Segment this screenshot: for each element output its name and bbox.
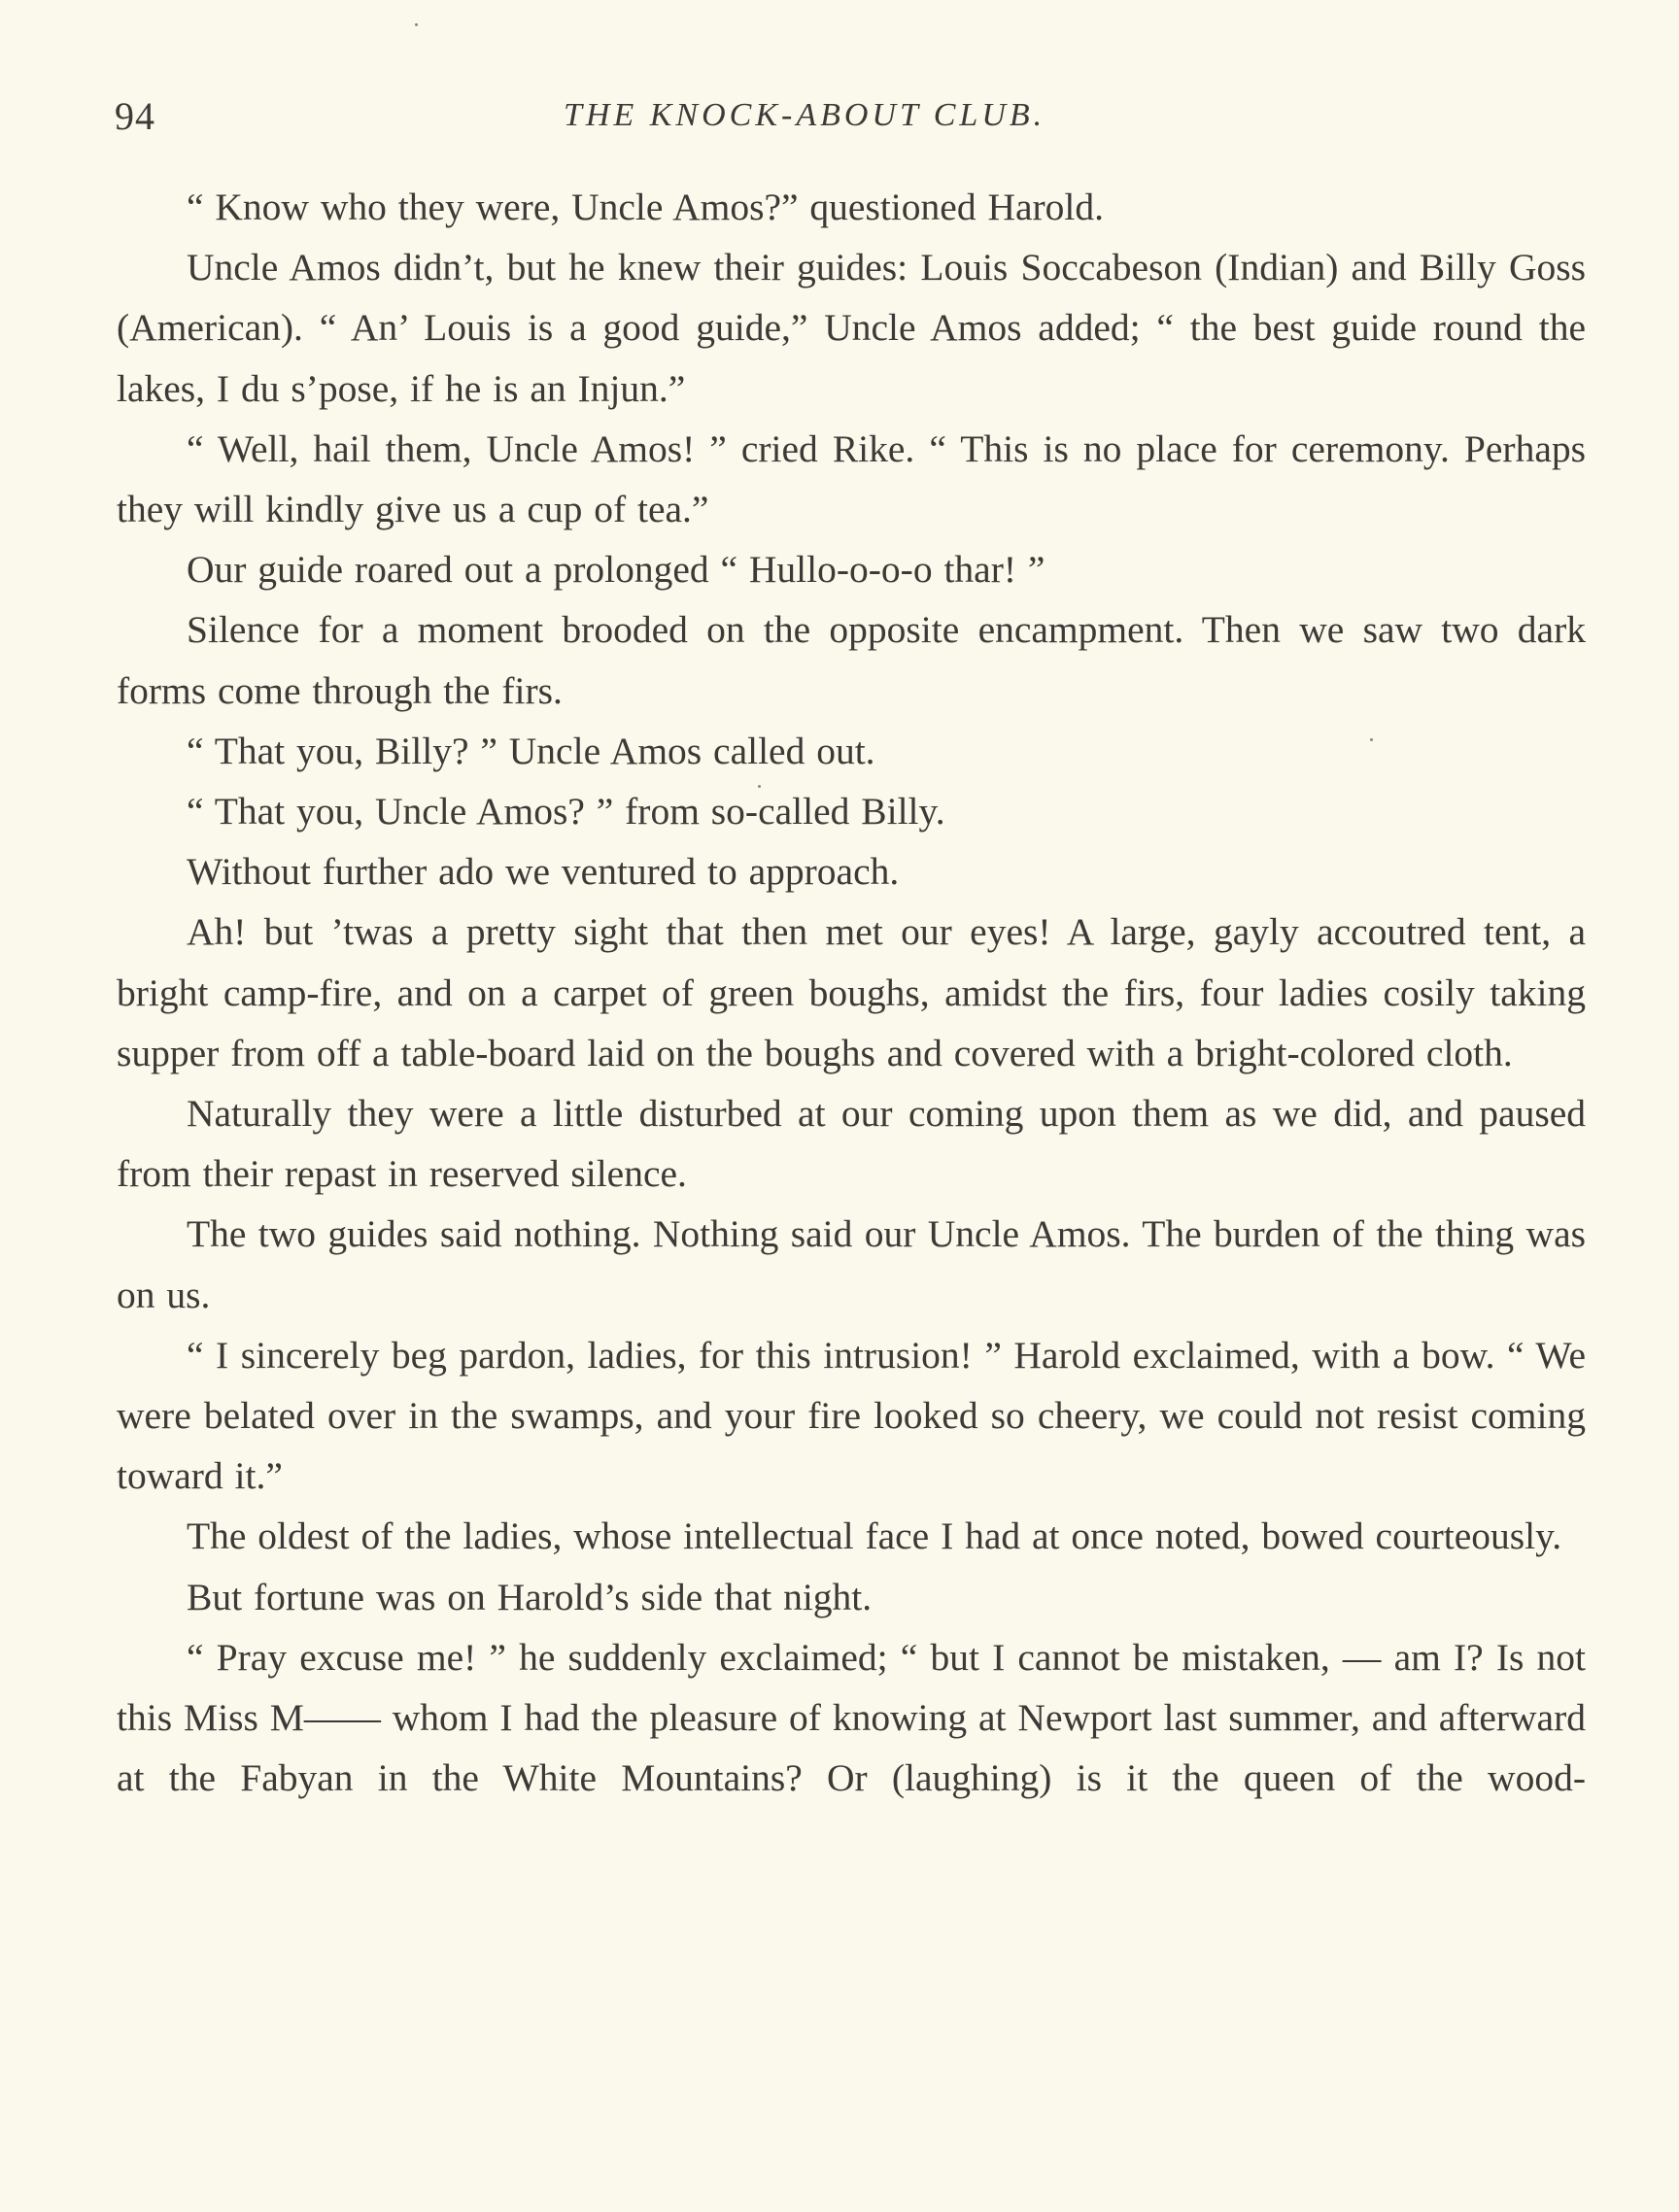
page-header — [115, 93, 1592, 152]
paragraph: “ Know who they were, Uncle Amos?” questioned Harold. — [187, 186, 1104, 228]
paragraph: “ Well, hail them, Uncle Amos! ” cried Rike. “ This is no place for ceremony. Perhaps they will kindly give us a cup of tea.” — [117, 426, 1586, 531]
paragraph: “ That you, Billy? ” Uncle Amos called out. — [187, 729, 875, 772]
paragraph: “ I sincerely beg pardon, ladies, for this intrusion! ” Harold exclaimed, with a bow. “ We were belated over in the swamps, and your fire looked so cheery, we could not resist coming toward it.” — [117, 1333, 1586, 1498]
paper-speck — [758, 785, 761, 788]
paragraph: Naturally they were a little disturbed at our coming upon them as we did, and paused from their repast in reserved silence. — [117, 1092, 1586, 1196]
paragraph: The two guides said nothing. Nothing said our Uncle Amos. The burden of the thing was on us. — [117, 1212, 1586, 1316]
paragraph: Silence for a moment brooded on the opposite encampment. Then we saw two dark forms come through the firs. — [117, 608, 1586, 712]
running-title: THE KNOCK-ABOUT CLUB. — [564, 97, 1046, 133]
paper-speck — [1370, 738, 1373, 741]
paragraph: The oldest of the ladies, whose intellectual face I had at once noted, bowed courteously. — [187, 1514, 1562, 1558]
paragraph: “ Pray excuse me! ” he suddenly exclaimed; “ but I cannot be mistaken, — am I? Is not this Miss M—— whom I had the pleasure of knowing at Newport last summer, and afterward at the Fabyan in the White Mountains? Or (laughing) is it the queen of the wood- — [117, 1635, 1586, 1800]
paragraph: Ah! but ’twas a pretty sight that then met our eyes! A large, gayly accoutred tent, a bright camp-fire, and on a carpet of green boughs, amidst the firs, four ladies cosily taking supper from off a table-board laid on the boughs and covered with a bright-colored cloth. — [117, 910, 1586, 1074]
paper-speck — [415, 23, 418, 26]
paragraph: Without further ado we ventured to approach. — [187, 850, 900, 894]
paragraph: Uncle Amos didn’t, but he knew their guides: Louis Soccabeson (Indian) and Billy Goss (American). “ An’ Louis is a good guide,” Uncle Amos added; “ the best guide round the lakes, I du s’pose, if he is an Injun.” — [117, 246, 1586, 410]
page-number: 94 — [115, 94, 155, 138]
body-text — [117, 177, 1586, 1808]
paragraph: “ That you, Uncle Amos? ” from so-called Billy. — [187, 790, 945, 834]
paragraph: Our guide roared out a prolonged “ Hullo-o-o-o thar! ” — [187, 548, 1045, 592]
paragraph: But fortune was on Harold’s side that night. — [187, 1575, 873, 1618]
